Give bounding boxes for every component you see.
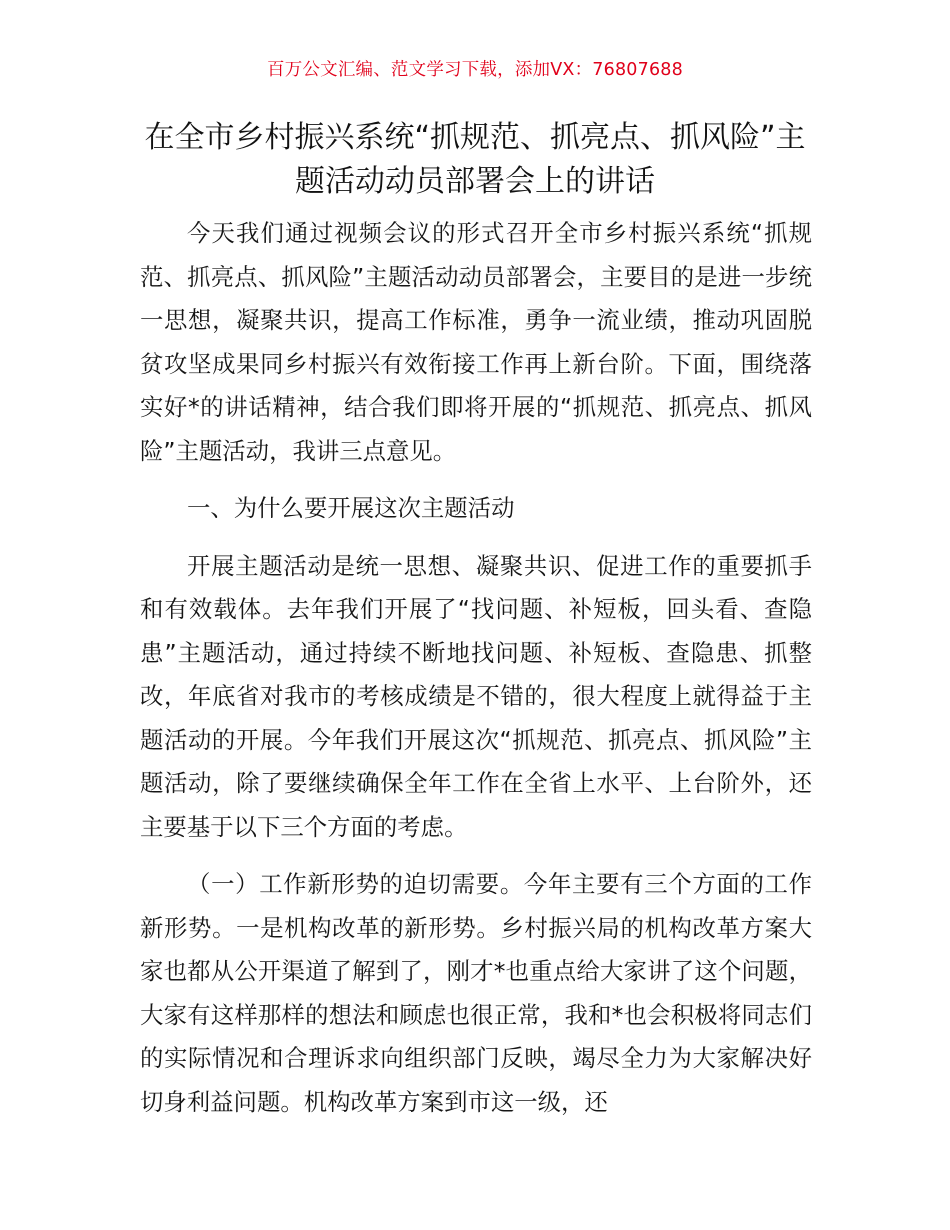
paragraph-subsection-1: （一）工作新形势的迫切需要。今年主要有三个方面的工作新形势。一是机构改革的新形势。乡村振兴局的机构改革方案大家也都从公开渠道了解到了，刚才*也重点给大家讲了这个问题，大家有这样那样的想法和顾虑也很正常，我和*也会积极将同志们的实际情况和合理诉求向组织部门反映，竭尽全力为大家解决好切身利益问题。机构改革方案到市这一级，还 xyxy=(140,870,812,1116)
section-heading-1: 一、为什么要开展这次主题活动 xyxy=(187,494,515,522)
document-body xyxy=(140,212,812,1124)
header-watermark-note: 百万公文汇编、范文学习下载，添加VX：76807688 xyxy=(267,60,683,80)
paragraph-opening: 今天我们通过视频会议的形式召开全市乡村振兴系统“抓规范、抓亮点、抓风险”主题活动动员部署会，主要目的是进一步统一思想，凝聚共识，提高工作标准，勇争一流业绩，推动巩固脱贫攻坚成果同乡村振兴有效衔接工作再上新台阶。下面，围绕落实好*的讲话精神，结合我们即将开展的“抓规范、抓亮点、抓风险”主题活动，我讲三点意见。 xyxy=(140,219,812,465)
paragraph-section-1-intro: 开展主题活动是统一思想、凝聚共识、促进工作的重要抓手和有效载体。去年我们开展了“找问题、补短板，回头看、查隐患”主题活动，通过持续不断地找问题、补短板、查隐患、抓整改，年底省对我市的考核成绩是不错的，很大程度上就得益于主题活动的开展。今年我们开展这次“抓规范、抓亮点、抓风险”主题活动，除了要继续确保全年工作在全省上水平、上台阶外，还主要基于以下三个方面的考虑。 xyxy=(140,551,812,841)
document-title: 在全市乡村振兴系统“抓规范、抓亮点、抓风险”主题活动动员部署会上的讲话 xyxy=(144,120,806,199)
